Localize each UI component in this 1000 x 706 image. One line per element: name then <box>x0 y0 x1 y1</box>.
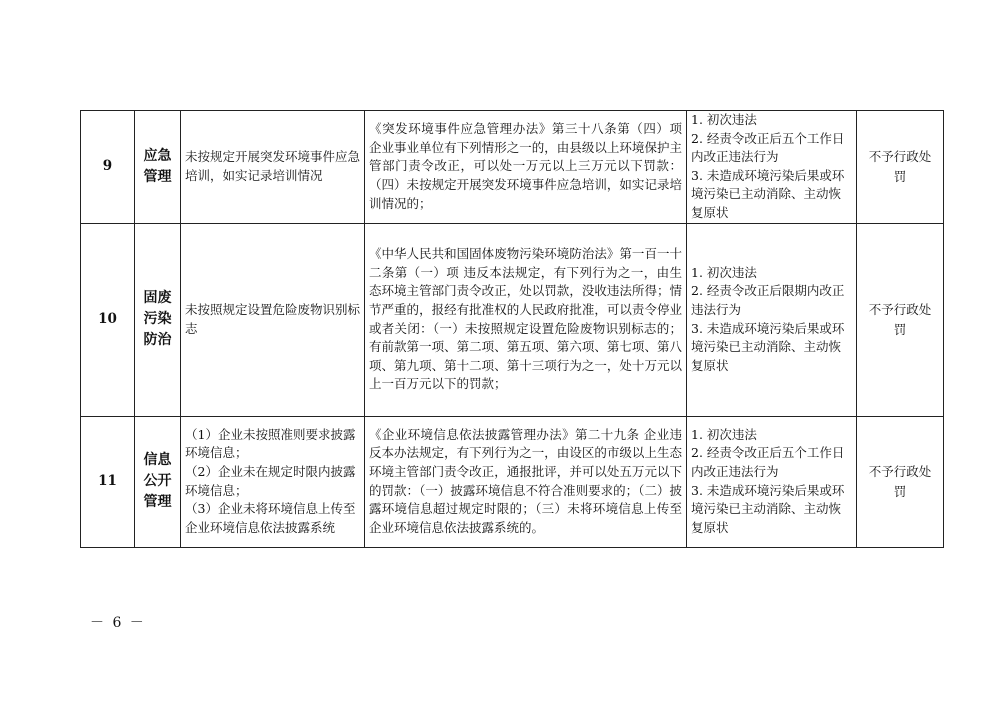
violation-behavior <box>181 416 365 547</box>
row-number: 10 <box>81 223 135 416</box>
legal-basis: 《突发环境事件应急管理办法》第三十八条第（四）项 企业事业单位有下列情形之一的，由县级以上环境保护主管部门责令改正，可以处一万元以上三万元以下罚款：（四）未按规定开展突发环境事件应急培训，如实记录培训情况的； <box>365 111 687 224</box>
legal-basis: 《企业环境信息依法披露管理办法》第二十九条 企业违反本办法规定，有下列行为之一，由设区的市级以上生态环境主管部门责令改正，通报批评，并可以处五万元以下的罚款：（一）披露环境信息不符合准则要求的；（二）披露环境信息超过规定时限的；（三）未将环境信息上传至企业环境信息依法披露系统的。 <box>365 416 687 547</box>
category-line: 防治 <box>143 332 172 349</box>
condition-item: 2. 经责令改正后五个工作日内改正违法行为 <box>691 130 845 165</box>
exemption-conditions <box>687 223 857 416</box>
exemption-conditions <box>687 416 857 547</box>
violation-behavior <box>181 223 365 416</box>
category-line: 应急 <box>143 147 172 164</box>
table-row <box>81 111 944 224</box>
condition-item: 3. 未造成环境污染后果或环境污染已主动消除、主动恢复原状 <box>691 482 845 535</box>
condition-item: 1. 初次违法 <box>691 264 757 280</box>
row-number: 11 <box>81 416 135 547</box>
condition-item: 3. 未造成环境污染后果或环境污染已主动消除、主动恢复原状 <box>691 320 845 373</box>
penalty-exemption-table <box>80 110 944 548</box>
condition-item: 3. 未造成环境污染后果或环境污染已主动消除、主动恢复原状 <box>691 167 845 220</box>
penalty-result: 不予行政处罚 <box>857 111 944 224</box>
category-cell <box>135 111 181 224</box>
condition-item: 1. 初次违法 <box>691 426 757 442</box>
page-number: － 6 － <box>90 615 146 631</box>
penalty-result: 不予行政处罚 <box>857 416 944 547</box>
table-row <box>81 223 944 416</box>
table-row <box>81 416 944 547</box>
penalty-result: 不予行政处罚 <box>857 223 944 416</box>
category-line: 管理 <box>143 168 172 185</box>
category-line: 信息 <box>143 452 172 469</box>
condition-item: 2. 经责令改正后五个工作日内改正违法行为 <box>691 445 845 479</box>
category-line: 公开 <box>143 473 172 490</box>
category-line: 管理 <box>143 494 172 511</box>
violation-behavior <box>181 111 365 224</box>
behavior-line: 未按照规定设置危险废物识别标志 <box>185 301 361 336</box>
category-line: 污染 <box>143 311 172 328</box>
category-line: 固废 <box>143 290 172 307</box>
condition-item: 1. 初次违法 <box>691 112 757 127</box>
condition-item: 2. 经责令改正后限期内改正违法行为 <box>691 283 845 317</box>
legal-basis: 《中华人民共和国固体废物污染环境防治法》第一百一十二条第（一）项 违反本法规定，有下列行为之一，由生态环境主管部门责令改正，处以罚款，没收违法所得；情节严重的，报经有批准权的人民政府批准，可以责令停业或者关闭：（一）未按照规定设置危险废物识别标志的；有前款第一项、第二项、第五项、第六项、第七项、第八项、第九项、第十二项、第十三项行为之一，处十万元以上一百万元以下的罚款； <box>365 223 687 416</box>
row-number: 9 <box>81 111 135 224</box>
category-cell <box>135 416 181 547</box>
behavior-line: （2）企业未在规定时限内披露环境信息； <box>185 463 356 498</box>
category-cell <box>135 223 181 416</box>
behavior-line: （3）企业未将环境信息上传至企业环境信息依法披露系统 <box>185 501 356 535</box>
behavior-line: 未按规定开展突发环境事件应急培训，如实记录培训情况 <box>185 149 361 183</box>
behavior-line: （1）企业未按照准则要求披露环境信息； <box>185 426 356 461</box>
exemption-conditions <box>687 111 857 224</box>
